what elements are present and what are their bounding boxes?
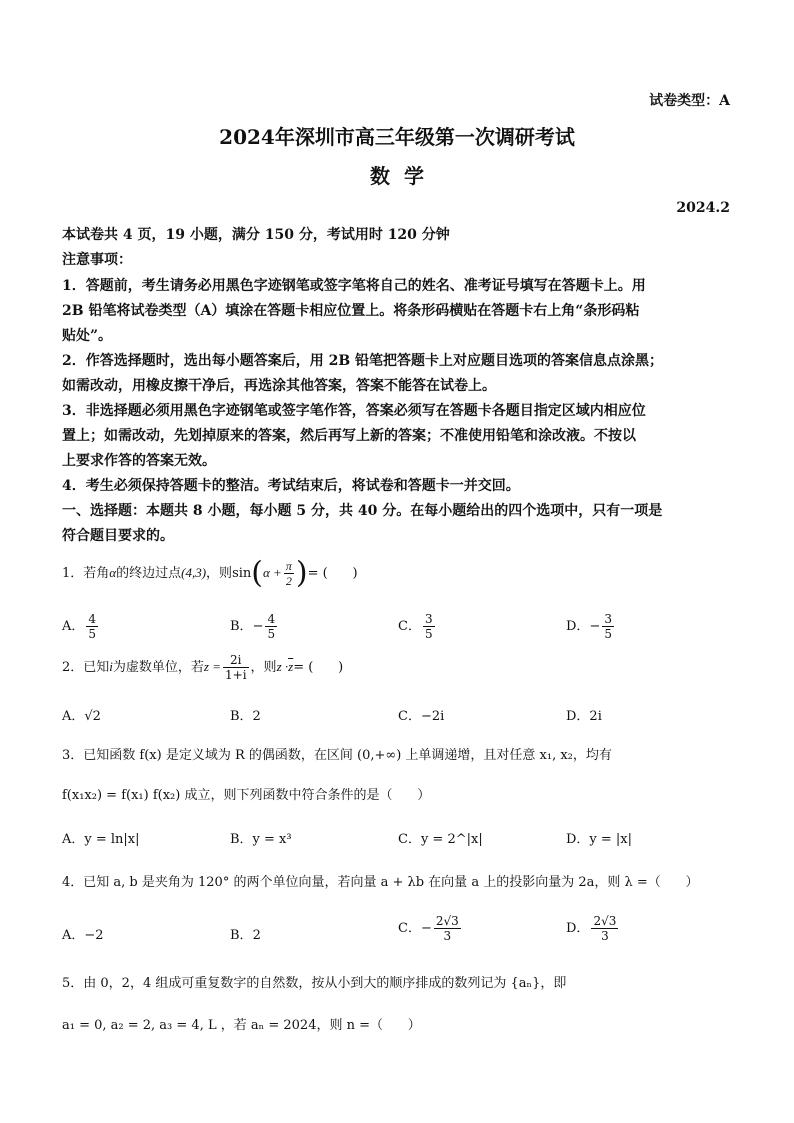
note-line: 置上；如需改动，先划掉原来的答案，然后再写上新的答案；不准使用铅笔和涂改液。不按以	[62, 428, 636, 444]
note-line: 1．答题前，考生请务必用黑色字迹钢笔或签字笔将自己的姓名、准考证号填写在答题卡上。用	[62, 278, 646, 294]
note-line: 3．非选择题必须用黑色字迹钢笔或签字笔作答，答案必须写在答题卡各题目指定区域内相应位	[62, 403, 646, 419]
question-1	[62, 555, 358, 591]
q2-z-conj: $\overline{z}$	[288, 659, 294, 674]
paper-type: 试卷类型：A	[649, 93, 730, 109]
q1-prefix: 1．若角	[62, 566, 110, 581]
q1-then: ，则	[206, 566, 233, 581]
subject-title: 数 学	[370, 164, 424, 188]
q4-option-c: C．− $\frac{2√3}{3}$	[398, 914, 459, 943]
question-3-line1: 3．已知函数 f(x) 是定义域为 R 的偶函数，在区间 (0,+∞) 上单调递增，且对任意 x₁, x₂，均有	[62, 748, 612, 763]
q1-plus: α +	[262, 565, 282, 580]
q2-mid: 为虚数单位，若	[112, 660, 204, 675]
q1-sin: sin	[232, 566, 252, 581]
q3-option-b: B．y = x³	[230, 832, 292, 847]
exam-date: 2024.2	[676, 200, 730, 216]
q2-i: i	[109, 659, 113, 674]
exam-title: 2024年深圳市高三年级第一次调研考试	[219, 125, 575, 149]
q3-option-d: D．y = |x|	[566, 832, 633, 847]
q2-fraction	[223, 653, 249, 682]
q2-z: z ·	[276, 659, 289, 674]
question-2	[62, 652, 343, 683]
question-4: 4．已知 a, b 是夹角为 120° 的两个单位向量，若向量 a + λb 在向量 a 上的投影向量为 2a，则 λ =（ ）	[62, 875, 699, 890]
q2-option-a: A．√2	[62, 709, 101, 724]
note-line: 上要求作答的答案无效。	[62, 453, 216, 469]
note-line: 贴处”。	[62, 328, 113, 344]
q1-mid: 的终边过点	[116, 566, 182, 581]
q1-option-c: C． $\frac{3}{5}$	[398, 612, 433, 641]
q1-two: 2	[285, 574, 292, 588]
q1-pi: π	[285, 559, 292, 573]
note-line: 2B 铅笔将试卷类型（A）填涂在答题卡相应位置上。将条形码横贴在答题卡右上角“条形码粘	[62, 303, 640, 319]
note-line: 4．考生必须保持答题卡的整洁。考试结束后，将试卷和答题卡一并交回。	[62, 478, 520, 494]
q1-fraction	[284, 559, 294, 588]
q1-option-d: D．− $\frac{3}{5}$	[566, 612, 612, 641]
note-line: 2．作答选择题时，选出每小题答案后，用 2B 铅笔把答题卡上对应题目选项的答案信息点涂黑；	[62, 353, 664, 369]
q4-option-d: D． $\frac{2√3}{3}$	[566, 914, 617, 943]
q4-option-a: A．−2	[62, 928, 104, 943]
section-heading: 一、选择题：本题共 8 小题，每小题 5 分，共 40 分。在每小题给出的四个选项中，只有一项是	[62, 503, 663, 519]
question-5-line1: 5．由 0，2，4 组成可重复数字的自然数，按从小到大的顺序排成的数列记为 {aₙ}，即	[62, 976, 567, 991]
q2-z-eq: z =	[203, 659, 222, 674]
notice-title: 注意事项：	[62, 252, 132, 268]
q2-option-d: D．2i	[566, 709, 602, 724]
q3-option-c: C．y = 2^|x|	[398, 832, 483, 847]
q2-den: 1+i	[225, 668, 247, 682]
exam-summary: 本试卷共 4 页，19 小题，满分 150 分，考试用时 120 分钟	[62, 227, 450, 243]
q2-option-c: C．−2i	[398, 709, 445, 724]
right-paren-icon: )	[295, 555, 308, 591]
q2-tail: = ( )	[293, 660, 344, 675]
q2-num: 2i	[223, 653, 249, 668]
q2-then: ，则	[250, 660, 277, 675]
q2-prefix: 2．已知	[62, 660, 110, 675]
q1-point: (4,3)	[181, 565, 207, 580]
q1-tail: = ( )	[307, 566, 358, 581]
question-5-line2: a₁ = 0, a₂ = 2, a₃ = 4, L ，若 aₙ = 2024，则 n =（ ）	[62, 1018, 421, 1033]
note-line: 如需改动，用橡皮擦干净后，再选涂其他答案，答案不能答在试卷上。	[62, 378, 496, 394]
q1-option-b: B．− $\frac{4}{5}$	[230, 612, 276, 641]
q4-option-b: B．2	[230, 928, 261, 943]
q1-alpha: α	[109, 565, 117, 580]
q3-option-a: A．y = ln|x|	[62, 832, 140, 847]
q1-option-a: A． $\frac{4}{5}$	[62, 612, 97, 641]
left-paren-icon: (	[251, 555, 263, 591]
question-3-line2: f(x₁x₂) = f(x₁) f(x₂) 成立，则下列函数中符合条件的是（ ）	[62, 788, 431, 803]
q2-option-b: B．2	[230, 709, 261, 724]
section-heading: 符合题目要求的。	[62, 528, 174, 544]
